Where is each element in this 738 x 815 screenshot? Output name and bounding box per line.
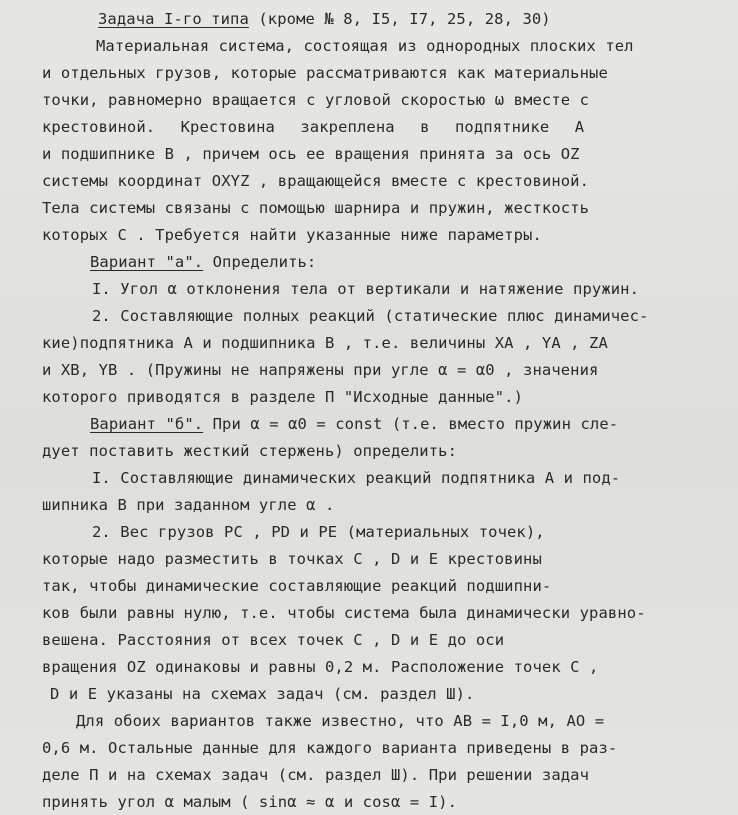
text-line: крестовиной. Крестовина закреплена в подпятнике А bbox=[42, 118, 585, 136]
text-line: так, чтобы динамические составляющие реакций подшипни- bbox=[42, 577, 552, 595]
text-line: 0,6 м. Остальные данные для каждого варианта приведены в раз- bbox=[42, 739, 618, 757]
text-line: Для обоих вариантов также известно, что AB = I,0 м, AO = bbox=[76, 712, 605, 730]
text-line: и отдельных грузов, которые рассматриваются как материальные bbox=[42, 64, 608, 82]
text-line: D и E указаны на схемах задач (см. раздел Ш). bbox=[50, 685, 475, 703]
text-line: I. Составляющие динамических реакций подпятника A и под- bbox=[92, 469, 621, 487]
variant-a-label: Вариант "а". bbox=[90, 253, 204, 271]
text-line: Материальная система, состоящая из однородных плоских тел bbox=[96, 37, 634, 55]
text-line: и XB, YB . (Пружины не напряжены при угле α = α0 , значения bbox=[42, 361, 599, 379]
text-line: которых C . Требуется найти указанные ниже параметры. bbox=[42, 226, 542, 244]
text-line: и подшипнике B , причем ось ее вращения принята за ось OZ bbox=[42, 145, 580, 163]
text-line: шипника B при заданном угле α . bbox=[42, 496, 335, 514]
variant-a-text: Определить: bbox=[203, 253, 317, 271]
text-line: ков были равны нулю, т.е. чтобы система была динамически уравно- bbox=[42, 604, 646, 622]
text-line: точки, равномерно вращается с угловой скоростью ω вместе с bbox=[42, 91, 590, 109]
text-line: которого приводятся в разделе П "Исходные данные".) bbox=[42, 388, 524, 406]
text-line: принять угол α малым ( sinα ≈ α и cosα = I). bbox=[42, 793, 457, 811]
title-exceptions: (кроме № 8, I5, I7, 25, 28, 30) bbox=[248, 10, 551, 28]
text-line: вешена. Расстояния от всех точек C , D и E до оси bbox=[42, 631, 505, 649]
variant-b-label: Вариант "б". bbox=[90, 415, 204, 433]
text-line: 2. Составляющие полных реакций (статические плюс динамичес- bbox=[92, 307, 649, 325]
text-line: кие)подпятника A и подшипника B , т.е. величины XA , YA , ZA bbox=[42, 334, 608, 352]
text-line: системы координат OXYZ , вращающейся вместе с крестовиной. bbox=[42, 172, 590, 190]
title-line bbox=[98, 6, 551, 32]
text-line: 2. Вес грузов PC , PD и PE (материальных точек), bbox=[92, 523, 545, 541]
text-line: Тела системы связаны с помощью шарнира и пружин, жесткость bbox=[42, 199, 590, 217]
text-line: деле П и на схемах задач (см. раздел Ш). При решении задач bbox=[42, 766, 590, 784]
text-line: которые надо разместить в точках C , D и E крестовины bbox=[42, 550, 542, 568]
text-line: вращения OZ одинаковы и равны 0,2 м. Расположение точек C , bbox=[42, 658, 599, 676]
variant-a-heading bbox=[90, 249, 316, 275]
title-underlined: Задача I-го типа bbox=[98, 10, 249, 28]
text-line: дует поставить жесткий стержень) определить: bbox=[42, 442, 457, 460]
text-line: I. Угол α отклонения тела от вертикали и натяжение пружин. bbox=[92, 280, 640, 298]
variant-b-heading bbox=[90, 411, 618, 437]
variant-b-text: При α = α0 = const (т.е. вместо пружин сле- bbox=[203, 415, 619, 433]
